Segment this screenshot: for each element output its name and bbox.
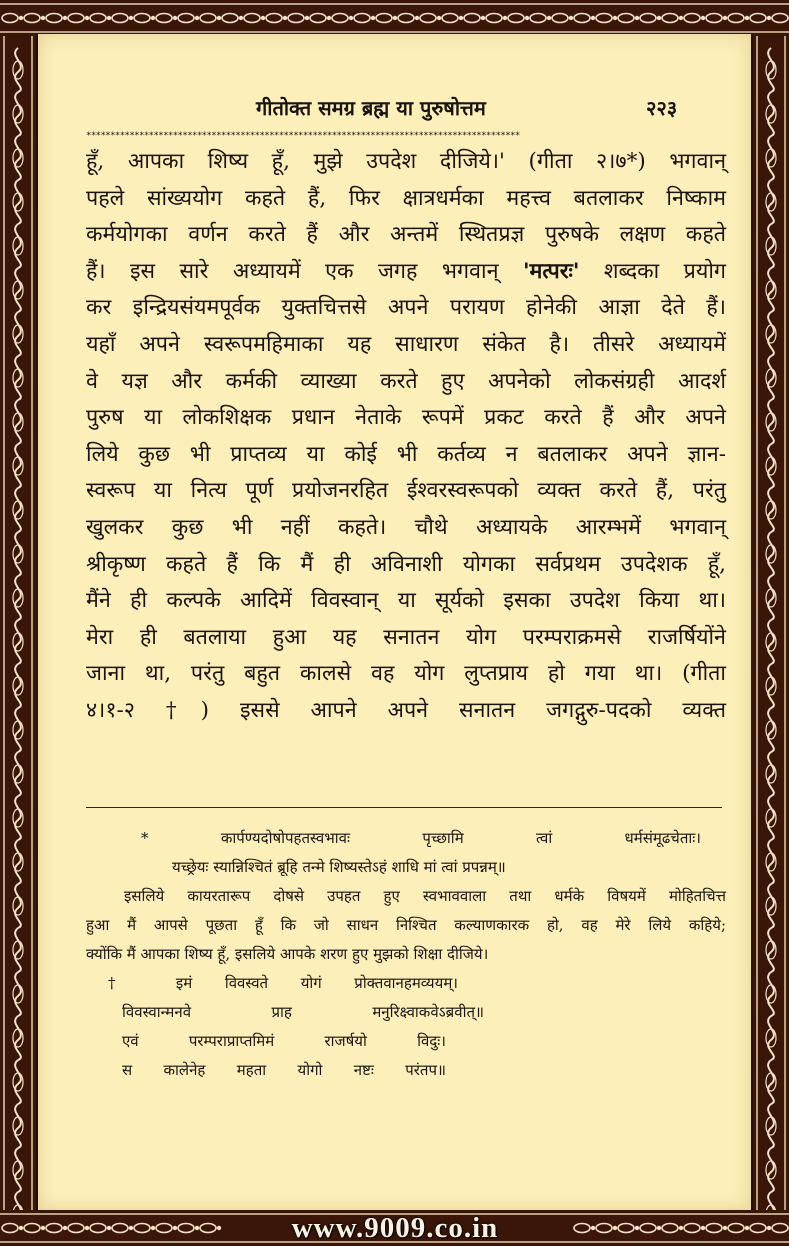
ornament-border-right — [753, 36, 789, 1210]
body-line: जाना था, परंतु बहुत कालसे वह योग लुप्तप्राय हो गया था। (गीता — [86, 661, 726, 687]
footnote-verse: * कार्पण्यदोषोपहतस्वभावः पृच्छामि त्वां धर्मसंमूढचेताः। — [141, 829, 701, 847]
body-line: मैंने ही कल्पके आदिमें विवस्वान् या सूर्यको इसका उपदेश किया था। — [86, 588, 726, 614]
body-line: पहले सांख्ययोग कहते हैं, फिर क्षात्रधर्मका महत्त्व बतलाकर निष्काम — [86, 185, 726, 211]
footnote-verse: एवं परम्पराप्राप्तमिमं राजर्षयो विदुः। — [122, 1032, 446, 1050]
running-title: गीतोक्त समग्र ब्रह्म या पुरुषोत्तम — [256, 96, 486, 120]
footnotes — [86, 824, 726, 1085]
body-line: यहाँ अपने स्वरूपमहिमाका यह साधारण संकेत है। तीसरे अध्यायमें — [86, 331, 726, 357]
body-line: कर इन्द्रियसंयमपूर्वक युक्तचित्तसे अपने परायण होनेकी आज्ञा देते हैं। — [86, 295, 726, 321]
footnote-verse: † इमं विवस्वते योगं प्रोक्तवानहमव्ययम्। — [108, 974, 458, 992]
body-line: पुरुष या लोकशिक्षक प्रधान नेताके रूपमें प्रकट करते हैं और अपने — [86, 405, 726, 431]
body-line-end: शब्दका प्रयोग — [603, 258, 726, 284]
website-footer: www.9009.co.in — [291, 1212, 499, 1244]
footnote-verse: स कालेनेह महता योगो नष्टः परंतप॥ — [122, 1061, 446, 1079]
bold-term: 'मत्परः' — [522, 258, 580, 284]
footnote-verse: विवस्वान्मनवे प्राह मनुरिक्ष्वाकवेऽब्रवीत्॥ — [122, 1003, 484, 1021]
ornament-border-left — [0, 36, 36, 1210]
body-line-start: हैं। इस सारे अध्यायमें एक जगह भगवान् — [86, 258, 499, 284]
book-page — [38, 34, 751, 1210]
footnote-translation: इसलिये कायरतारूप दोषसे उपहत हुए स्वभाववाला तथा धर्मके विषयमें मोहितचित्त — [124, 887, 726, 905]
body-line: श्रीकृष्ण कहते हैं कि मैं ही अविनाशी योगका सर्वप्रथम उपदेशक हूँ, — [86, 551, 726, 577]
body-line — [86, 254, 726, 291]
ornament-border-top — [0, 0, 789, 36]
body-line: हूँ, आपका शिष्य हूँ, मुझे उपदेश दीजिये।' (गीता २।७*) भगवान् — [86, 149, 726, 174]
footnote-divider — [86, 807, 722, 808]
body-text — [86, 144, 726, 730]
body-line: मेरा ही बतलाया हुआ यह सनातन योग परम्पराक्रमसे राजर्षियोंने — [86, 624, 726, 650]
footnote-verse: यच्छ्रेयः स्यान्निश्चितं ब्रूहि तन्मे शिष्यस्तेऽहं शाधि मां त्वां प्रपन्नम्॥ — [172, 858, 506, 876]
footnote-translation: हुआ मैं आपसे पूछता हूँ कि जो साधन निश्चित कल्याणकारक हो, वह मेरे लिये कहिये; — [86, 916, 726, 934]
body-line: ४।१-२ †) इससे आपने अपने सनातन जगद्गुरु-पदको व्यक्त — [86, 697, 726, 723]
body-line: लिये कुछ भी प्राप्तव्य या कोई भी कर्तव्य न बतलाकर अपने ज्ञान- — [86, 441, 726, 467]
body-line: खुलकर कुछ भी नहीं कहते। चौथे अध्यायके आरम्भमें भगवान् — [86, 514, 726, 540]
body-line: कर्मयोगका वर्णन करते हैं और अन्तमें स्थितप्रज्ञ पुरुषके लक्षण कहते — [86, 222, 726, 248]
asterisk-separator: ****************************************************************************************** — [86, 131, 520, 141]
page-header — [38, 88, 751, 128]
body-line: स्वरूप या नित्य पूर्ण प्रयोजनरहित ईश्वरस्वरूपको व्यक्त करते हैं, परंतु — [86, 478, 726, 504]
body-line: वे यज्ञ और कर्मकी व्याख्या करते हुए अपनेको लोकसंग्रही आदर्श — [86, 368, 726, 394]
footnote-translation: क्योंकि मैं आपका शिष्य हूँ, इसलिये आपके शरण हुए मुझको शिक्षा दीजिये। — [86, 945, 489, 963]
page-number: २२३ — [646, 96, 678, 120]
